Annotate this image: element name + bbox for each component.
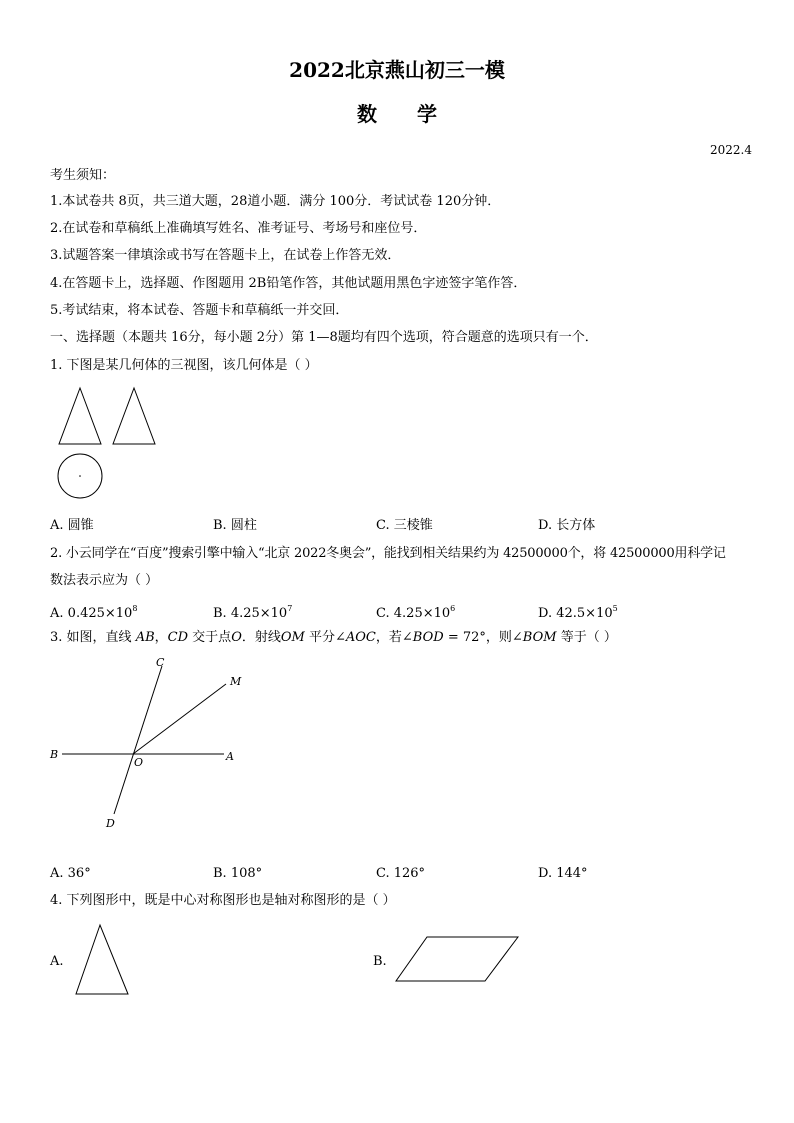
q3-option-a: A. 36° (50, 866, 91, 881)
label-o: O (134, 756, 144, 769)
parallelogram (396, 937, 518, 981)
isosceles-triangle (76, 925, 128, 994)
subject-title: 数学 (357, 102, 477, 126)
label-b: B (50, 748, 59, 761)
q2-option-d: D. $42.5\times 10^5$ (538, 604, 618, 621)
notice-item: 5.考试结束，将本试卷、答题卡和草稿纸一并交回． (50, 303, 349, 318)
q4-option-b-parallelogram-figure (394, 935, 522, 985)
q2-option-b: B. $4.25\times 10^7$ (213, 604, 293, 621)
q2-option-a: A. $0.425\times 10^8$ (50, 604, 138, 621)
q4-option-a-triangle-figure (72, 922, 132, 998)
label-c: C (156, 656, 165, 669)
notice-item: 4.在答题卡上，选择题、作图题用 2B铅笔作答，其他试题用黑色字迹签字笔作答． (50, 276, 527, 291)
q2-option-c: C. $4.25\times 10^6$ (376, 604, 456, 621)
question-3-stem: 3. 如图，直线 AB，CD 交于点O．射线OM 平分∠AOC，若∠BOD = 72°，则∠BOM 等于（ ） (50, 630, 617, 645)
q4-option-b: B. (373, 954, 387, 969)
notice-item: 3.试题答案一律填涂或书写在答题卡上，在试卷上作答无效． (50, 248, 401, 263)
q4-option-a: A. (50, 954, 64, 969)
top-view-center-dot (79, 475, 81, 477)
notice-item: 2.在试卷和草稿纸上准确填写姓名、准考证号、考场号和座位号． (50, 221, 427, 236)
q1-option-d: D. 长方体 (538, 518, 596, 533)
q3-option-c: C. 126° (376, 866, 426, 881)
side-view-triangle (113, 388, 155, 444)
notice-heading: 考生须知： (50, 168, 116, 183)
q3-option-b: B. 108° (213, 866, 263, 881)
front-view-triangle (59, 388, 101, 444)
exam-date: 2022.4 (710, 143, 752, 157)
line-cd (114, 666, 162, 814)
question-2-stem-line2: 数法表示应为（ ） (50, 573, 159, 588)
question-4-stem: 4. 下列图形中，既是中心对称图形也是轴对称图形的是（ ） (50, 893, 396, 908)
page-title: 2022北京燕山初三一模 (289, 58, 505, 82)
question-2-stem-line1: 2. 小云同学在“百度”搜索引擎中输入“北京 2022冬奥会”，能找到相关结果约为 42500000个，将 42500000用科学记 (50, 546, 726, 561)
q1-option-a: A. 圆锥 (50, 518, 94, 533)
label-a: A (226, 750, 234, 763)
section-heading: 一、选择题（本题共 16分，每小题 2分）第 1—8题均有四个选项，符合题意的选项只有一个． (50, 330, 598, 345)
q1-three-view-figure (50, 384, 170, 504)
notice-item: 1.本试卷共 8页，共三道大题，28道小题．满分 100分．考试试卷 120分钟． (50, 194, 501, 209)
q3-lines-figure (40, 652, 260, 837)
ray-om (133, 684, 226, 754)
label-m: M (230, 675, 242, 688)
q3-option-d: D. 144° (538, 866, 588, 881)
label-d: D (106, 817, 115, 830)
q1-option-c: C. 三棱锥 (376, 518, 433, 533)
question-1-stem: 1. 下图是某几何体的三视图，该几何体是（ ） (50, 358, 318, 373)
q1-option-b: B. 圆柱 (213, 518, 257, 533)
